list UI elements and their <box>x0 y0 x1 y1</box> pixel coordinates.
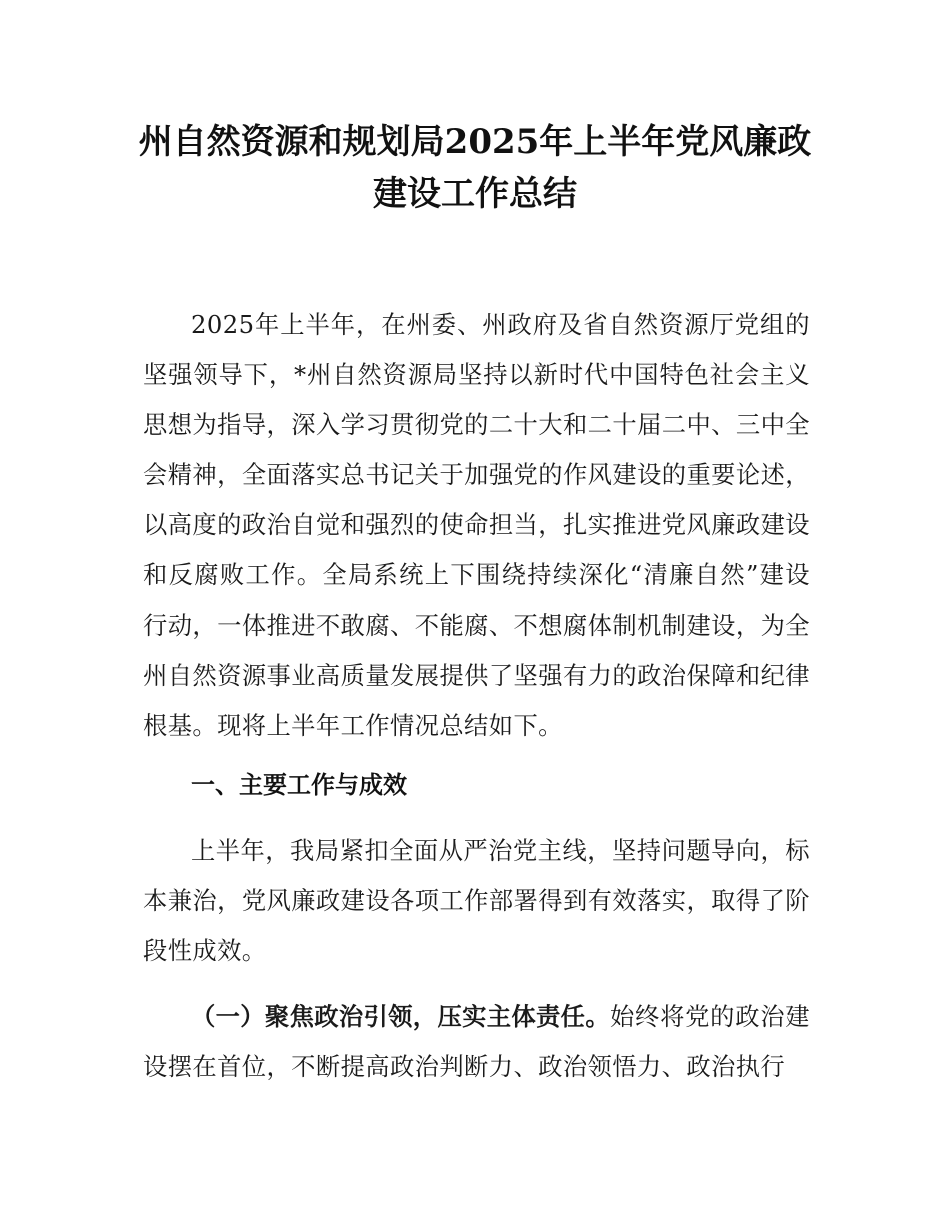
section-intro-paragraph: 上半年，我局紧扣全面从严治党主线，坚持问题导向，标本兼治，党风廉政建设各项工作部署得到有效落实，取得了阶段性成效。 <box>143 836 810 966</box>
title-line-1: 州自然资源和规划局2025年上半年党风廉政 <box>138 122 812 162</box>
section-heading-main-work: 一、主要工作与成效 <box>191 771 407 799</box>
subsection-lead: （一）聚焦政治引领，压实主体责任。 <box>191 1002 610 1031</box>
intro-paragraph: 2025年上半年，在州委、州政府及省自然资源厅党组的坚强领导下，*州自然资源局坚持以新时代中国特色社会主义思想为指导，深入学习贯彻党的二十大和二十届二中、三中全会精神，全面落实总书记关于加强党的作风建设的重要论述，以高度的政治自觉和强烈的使命担当，扎实推进党风廉政建设和反腐败工作。全局系统上下围绕持续深化“清廉自然”建设行动，一体推进不敢腐、不能腐、不想腐体制机制建设，为全州自然资源事业高质量发展提供了坚强有力的政治保障和纪律根基。现将上半年工作情况总结如下。 <box>143 310 810 740</box>
subsection-paragraph <box>143 992 810 1092</box>
subsection-text: 始终将党的政治建设摆在首位，不断提高政治判断力、政治领悟力、政治执行 <box>143 1002 811 1082</box>
title-line-2: 建设工作总结 <box>373 174 577 214</box>
document-title <box>120 116 830 220</box>
